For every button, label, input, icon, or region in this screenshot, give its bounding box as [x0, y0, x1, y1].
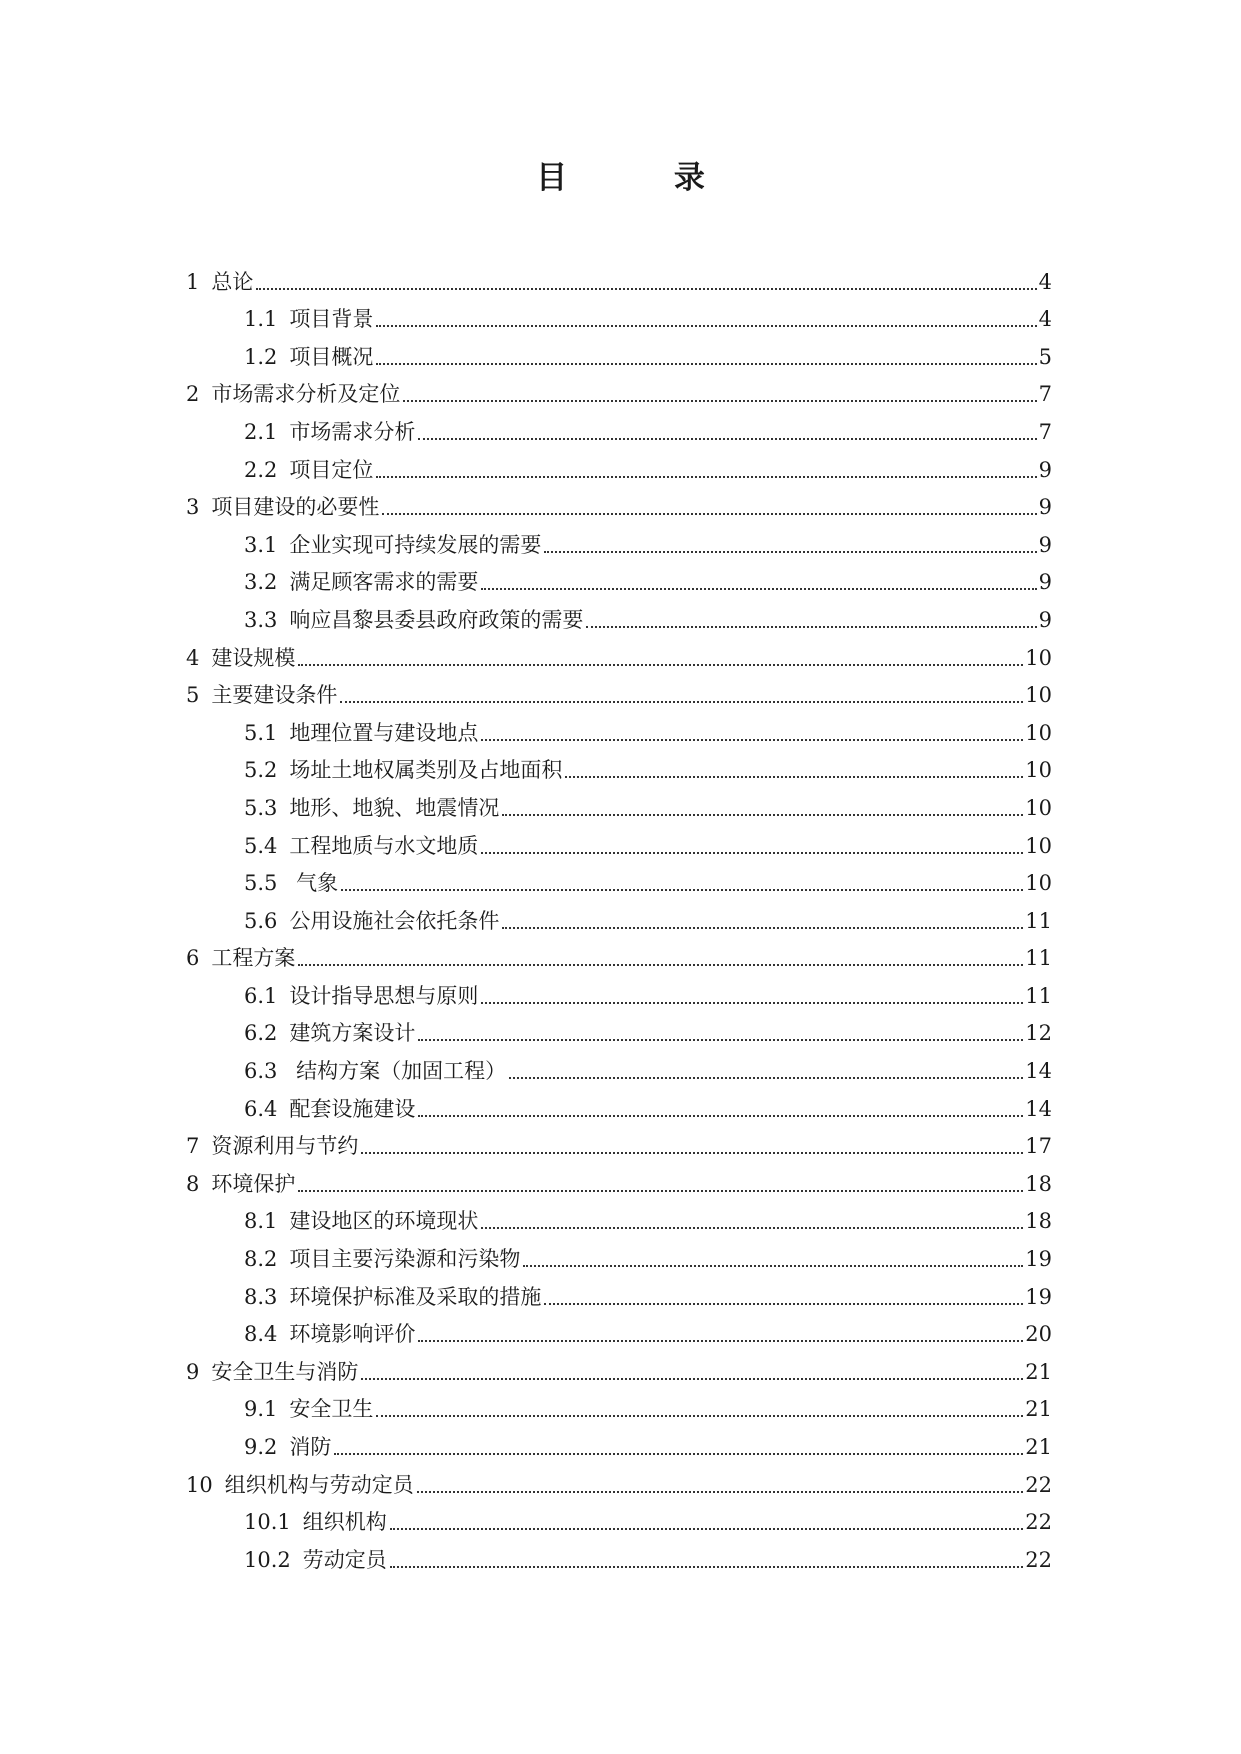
toc-entry-number: 10.1 — [244, 1510, 291, 1535]
toc-page-number: 5 — [1038, 344, 1052, 369]
toc-dot-leader — [481, 1002, 1023, 1004]
toc-page-number: 22 — [1025, 1472, 1052, 1497]
toc-entry[interactable] — [186, 1273, 1052, 1311]
page-title: 目 录 — [536, 160, 753, 196]
toc-entry[interactable] — [186, 935, 1052, 973]
toc-dot-leader — [376, 1415, 1023, 1417]
toc-page-number: 18 — [1025, 1171, 1052, 1196]
toc-dot-leader — [382, 513, 1036, 515]
toc-entry-title: 企业实现可持续发展的需要 — [289, 532, 542, 557]
toc-entry-number: 6 — [186, 946, 200, 971]
toc-entry[interactable] — [186, 972, 1052, 1010]
toc-page-number: 22 — [1025, 1547, 1052, 1572]
toc-entry-title: 劳动定员 — [302, 1547, 387, 1572]
toc-entry-number: 8.3 — [244, 1284, 278, 1309]
toc-entry[interactable] — [186, 296, 1052, 334]
toc-dot-leader — [298, 1190, 1023, 1192]
toc-entry-title: 响应昌黎县委县政府政策的需要 — [289, 607, 584, 632]
toc-entry-title: 公用设施社会依托条件 — [289, 908, 500, 933]
toc-page-number: 7 — [1038, 419, 1052, 444]
toc-entry[interactable] — [186, 709, 1052, 747]
toc-page-number: 21 — [1025, 1359, 1052, 1384]
toc-page-number: 9 — [1038, 570, 1052, 595]
toc-dot-leader — [390, 1528, 1024, 1530]
toc-entry-number: 9.1 — [244, 1397, 278, 1422]
toc-dot-leader — [544, 1303, 1023, 1305]
toc-entry-number: 10 — [186, 1472, 213, 1497]
toc-entry[interactable] — [186, 1160, 1052, 1198]
toc-entry[interactable] — [186, 559, 1052, 597]
toc-entry[interactable] — [186, 1499, 1052, 1537]
toc-page-number: 20 — [1025, 1322, 1052, 1347]
toc-entry-title: 安全卫生 — [289, 1397, 374, 1422]
toc-entry-number: 8.1 — [244, 1209, 278, 1234]
toc-entry-title: 资源利用与节约 — [211, 1134, 359, 1159]
toc-entry[interactable] — [186, 747, 1052, 785]
toc-entry-title: 环境保护 — [211, 1171, 296, 1196]
toc-dot-leader — [481, 588, 1036, 590]
toc-dot-leader — [418, 438, 1036, 440]
toc-entry-number: 10.2 — [244, 1547, 291, 1572]
toc-entry-title: 消防 — [289, 1435, 332, 1459]
toc-entry-number: 3.3 — [244, 607, 278, 632]
toc-entry-number: 5.4 — [244, 833, 278, 858]
toc-entry-number: 6.4 — [244, 1096, 278, 1121]
toc-dot-leader — [523, 1265, 1023, 1267]
toc-list — [186, 258, 1052, 1574]
toc-entry-number: 2 — [186, 382, 200, 407]
toc-page-number: 4 — [1038, 269, 1052, 294]
toc-dot-leader — [334, 1453, 1023, 1455]
toc-page-number: 22 — [1025, 1510, 1052, 1535]
toc-dot-leader — [390, 1566, 1024, 1568]
toc-entry-title: 环境保护标准及采取的措施 — [289, 1284, 542, 1309]
toc-entry[interactable] — [186, 897, 1052, 935]
toc-entry-number: 2.1 — [244, 419, 278, 444]
toc-dot-leader — [376, 363, 1036, 365]
toc-page-number: 14 — [1025, 1096, 1052, 1121]
toc-page-number: 10 — [1025, 758, 1052, 783]
toc-entry-number: 1.1 — [244, 307, 278, 332]
toc-dot-leader — [586, 626, 1036, 628]
toc-dot-leader — [418, 1340, 1023, 1342]
toc-entry-title: 主要建设条件 — [211, 683, 338, 708]
toc-dot-leader — [256, 288, 1036, 290]
toc-entry[interactable] — [186, 1348, 1052, 1386]
toc-entry-number: 3 — [186, 495, 200, 520]
toc-page-number: 9 — [1038, 607, 1052, 632]
toc-entry-number: 1 — [186, 269, 200, 294]
toc-dot-leader — [481, 739, 1023, 741]
toc-entry-number: 8.2 — [244, 1247, 278, 1272]
toc-entry[interactable] — [186, 1085, 1052, 1123]
toc-entry-title: 市场需求分析及定位 — [211, 382, 401, 407]
toc-page-number: 9 — [1038, 495, 1052, 520]
toc-page-number: 11 — [1025, 908, 1052, 933]
toc-entry-title: 工程地质与水文地质 — [289, 833, 479, 858]
toc-entry-number: 4 — [186, 645, 200, 670]
toc-page-number: 12 — [1025, 1021, 1052, 1046]
toc-page-number: 11 — [1025, 983, 1052, 1008]
toc-page-number: 21 — [1025, 1435, 1052, 1459]
toc-entry[interactable] — [186, 1386, 1052, 1424]
toc-entry[interactable] — [186, 596, 1052, 634]
toc-entry-title: 地形、地貌、地震情况 — [289, 795, 500, 820]
toc-entry-title: 配套设施建设 — [289, 1096, 416, 1121]
toc-entry[interactable] — [186, 784, 1052, 822]
toc-entry-number: 2.2 — [244, 457, 278, 482]
toc-page-number: 10 — [1025, 645, 1052, 670]
toc-entry-title: 项目建设的必要性 — [211, 495, 380, 520]
toc-page-number: 10 — [1025, 720, 1052, 745]
toc-dot-leader — [502, 927, 1023, 929]
toc-dot-leader — [418, 1039, 1023, 1041]
toc-entry-title: 组织机构与劳动定员 — [224, 1472, 414, 1497]
toc-page-number: 10 — [1025, 683, 1052, 708]
toc-entry[interactable] — [186, 1047, 1052, 1085]
toc-dot-leader — [376, 325, 1036, 327]
toc-dot-leader — [341, 889, 1023, 891]
toc-page-number: 10 — [1025, 871, 1052, 896]
toc-dot-leader — [481, 1227, 1023, 1229]
toc-entry-title: 建筑方案设计 — [289, 1021, 416, 1046]
toc-page-number: 18 — [1025, 1209, 1052, 1234]
toc-entry-title: 环境影响评价 — [289, 1322, 416, 1347]
toc-entry-number: 1.2 — [244, 344, 278, 369]
toc-page-number: 10 — [1025, 795, 1052, 820]
toc-entry[interactable] — [186, 1123, 1052, 1161]
toc-entry-title: 建设规模 — [211, 645, 296, 670]
toc-entry-title: 安全卫生与消防 — [211, 1359, 359, 1384]
toc-page-number: 9 — [1038, 532, 1052, 557]
toc-entry[interactable] — [186, 1198, 1052, 1236]
toc-entry-title: 气象 — [289, 871, 339, 896]
toc-entry-title: 设计指导思想与原则 — [289, 983, 479, 1008]
toc-entry-number: 9.2 — [244, 1435, 278, 1459]
toc-entry[interactable] — [186, 371, 1052, 409]
toc-entry[interactable] — [186, 1010, 1052, 1048]
toc-entry-title: 项目定位 — [289, 457, 374, 482]
toc-page-number: 9 — [1038, 457, 1052, 482]
toc-entry-title: 项目背景 — [289, 307, 374, 332]
toc-page-number: 7 — [1038, 382, 1052, 407]
toc-dot-leader — [509, 1077, 1023, 1079]
toc-entry-number: 5.6 — [244, 908, 278, 933]
toc-entry[interactable] — [186, 1423, 1052, 1461]
toc-dot-leader — [544, 551, 1036, 553]
toc-entry-number: 6.3 — [244, 1059, 278, 1084]
toc-entry-title: 总论 — [211, 269, 254, 294]
toc-entry[interactable] — [186, 1461, 1052, 1499]
toc-page-number: 10 — [1025, 833, 1052, 858]
toc-entry-number: 9 — [186, 1359, 200, 1384]
toc-dot-leader — [340, 701, 1023, 703]
toc-page-number: 19 — [1025, 1284, 1052, 1309]
toc-entry-number: 8 — [186, 1171, 200, 1196]
toc-entry-number: 5.5 — [244, 871, 278, 896]
toc-entry-number: 3.2 — [244, 570, 278, 595]
toc-entry[interactable] — [186, 333, 1052, 371]
toc-page-number: 11 — [1025, 946, 1052, 971]
toc-entry[interactable] — [186, 446, 1052, 484]
toc-entry-number: 5.2 — [244, 758, 278, 783]
toc-dot-leader — [418, 1115, 1023, 1117]
toc-entry-title: 结构方案（加固工程） — [289, 1059, 507, 1084]
toc-dot-leader — [376, 476, 1036, 478]
toc-entry-number: 3.1 — [244, 532, 278, 557]
toc-dot-leader — [403, 400, 1036, 402]
toc-entry[interactable] — [186, 258, 1052, 296]
toc-page-number: 19 — [1025, 1247, 1052, 1272]
toc-entry-title: 建设地区的环境现状 — [289, 1209, 479, 1234]
toc-entry-number: 7 — [186, 1134, 200, 1159]
toc-dot-leader — [502, 814, 1023, 816]
toc-entry-title: 组织机构 — [302, 1510, 387, 1535]
toc-entry[interactable] — [186, 521, 1052, 559]
toc-entry-number: 5.1 — [244, 720, 278, 745]
toc-dot-leader — [298, 964, 1023, 966]
toc-entry-number: 6.1 — [244, 983, 278, 1008]
toc-entry-number: 8.4 — [244, 1322, 278, 1347]
toc-page-number: 21 — [1025, 1397, 1052, 1422]
toc-dot-leader — [361, 1152, 1023, 1154]
toc-entry[interactable] — [186, 1536, 1052, 1574]
toc-page-number: 4 — [1038, 307, 1052, 332]
toc-entry-number: 5.3 — [244, 795, 278, 820]
toc-entry[interactable] — [186, 860, 1052, 898]
toc-entry[interactable] — [186, 822, 1052, 860]
toc-entry[interactable] — [186, 408, 1052, 446]
toc-entry[interactable] — [186, 1311, 1052, 1349]
toc-entry[interactable] — [186, 484, 1052, 522]
toc-entry-title: 项目概况 — [289, 344, 374, 369]
toc-entry-title: 满足顾客需求的需要 — [289, 570, 479, 595]
toc-entry-title: 项目主要污染源和污染物 — [289, 1247, 521, 1272]
toc-dot-leader — [481, 852, 1023, 854]
toc-entry-number: 6.2 — [244, 1021, 278, 1046]
toc-entry-title: 市场需求分析 — [289, 419, 416, 444]
toc-entry-title: 工程方案 — [211, 946, 296, 971]
toc-dot-leader — [298, 664, 1023, 666]
toc-dot-leader — [361, 1378, 1023, 1380]
toc-dot-leader — [417, 1491, 1024, 1493]
toc-entry-number: 5 — [186, 683, 200, 708]
toc-entry[interactable] — [186, 634, 1052, 672]
toc-entry[interactable] — [186, 672, 1052, 710]
toc-entry-title: 场址土地权属类别及占地面积 — [289, 758, 563, 783]
toc-entry[interactable] — [186, 1235, 1052, 1273]
toc-page-number: 17 — [1025, 1134, 1052, 1159]
toc-page-number: 14 — [1025, 1059, 1052, 1084]
toc-dot-leader — [565, 776, 1023, 778]
toc-entry-title: 地理位置与建设地点 — [289, 720, 479, 745]
